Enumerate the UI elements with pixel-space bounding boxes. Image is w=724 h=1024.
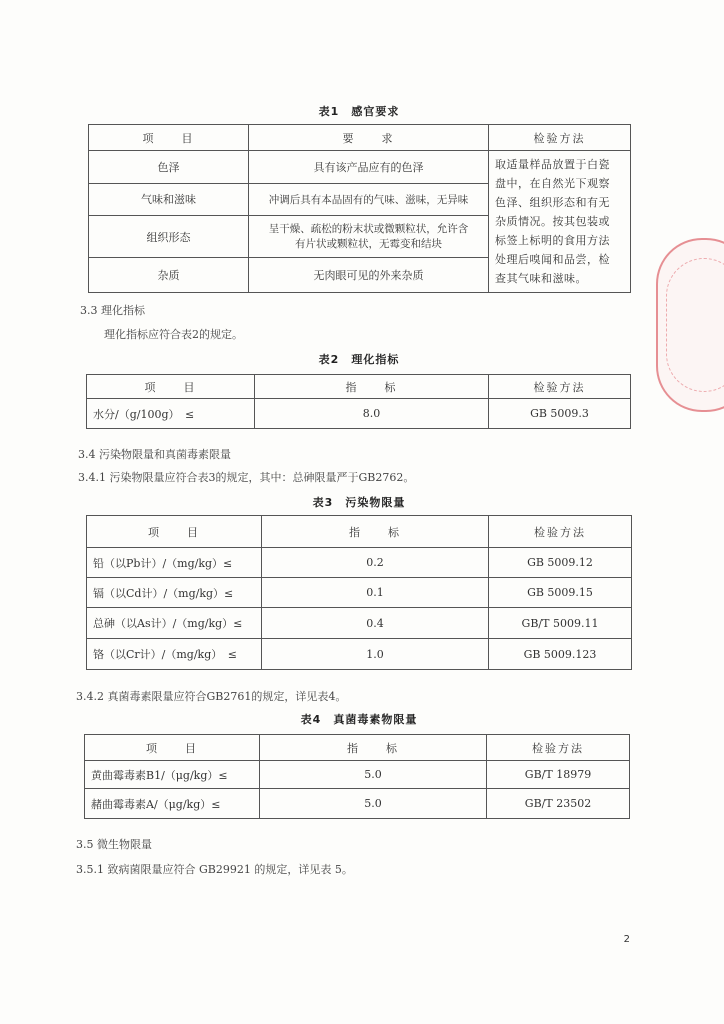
section-3-4-2-text: 3.4.2 真菌毒素限量应符合GB2761的规定，详见表4。 <box>76 690 347 703</box>
table4-value-aflatoxin: 5.0 <box>260 761 487 789</box>
table4-header-value: 指 标 <box>260 735 487 761</box>
table4-method-ochratoxin: GB/T 23502 <box>487 789 630 819</box>
table2-physicochemical <box>86 374 631 429</box>
table3-header-value: 指 标 <box>262 516 489 548</box>
table1-item-texture: 组织形态 <box>89 216 249 258</box>
table1-req-texture-line: 有片状或颗粒状，无霉变和结块 <box>295 237 442 250</box>
section-3-3-text: 理化指标应符合表2的规定。 <box>104 328 243 341</box>
table4-method-aflatoxin: GB/T 18979 <box>487 761 630 789</box>
table1-method-line: 盘中，在自然光下观察 <box>495 177 610 190</box>
table4-item-ochratoxin: 赭曲霉毒素A/（μg/kg）≤ <box>85 789 260 819</box>
red-seal-stamp-inner <box>666 258 724 392</box>
table1-sensory-requirements <box>88 124 631 293</box>
table1-req-color: 具有该产品应有的色泽 <box>249 151 489 184</box>
table1-req-impurity: 无肉眼可见的外来杂质 <box>249 258 489 293</box>
table1-method-line: 标签上标明的食用方法 <box>495 234 610 247</box>
table1-item-impurity: 杂质 <box>89 258 249 293</box>
table2-header-item: 项 目 <box>87 375 255 399</box>
section-3-5-heading: 3.5 微生物限量 <box>76 838 152 851</box>
table1-method-line: 杂质情况。按其包装或 <box>495 215 610 228</box>
table3-item-cadmium: 镉（以Cd计）/（mg/kg）≤ <box>87 578 262 608</box>
table3-method-arsenic: GB/T 5009.11 <box>489 608 632 639</box>
table4-header-item: 项 目 <box>85 735 260 761</box>
table3-method-chromium: GB 5009.123 <box>489 639 632 670</box>
table3-item-lead: 铅（以Pb计）/（mg/kg）≤ <box>87 548 262 578</box>
table3-value-lead: 0.2 <box>262 548 489 578</box>
red-seal-stamp <box>656 238 724 412</box>
table3-method-lead: GB 5009.12 <box>489 548 632 578</box>
table1-header-requirement: 要 求 <box>249 125 489 151</box>
table1-req-smell: 冲调后具有本品固有的气味、滋味，无异味 <box>249 183 489 216</box>
table4-mycotoxins <box>84 734 630 819</box>
section-3-4-heading: 3.4 污染物限量和真菌毒素限量 <box>78 448 231 461</box>
table1-method-line: 取适量样品放置于白瓷 <box>495 158 610 171</box>
table3-item-arsenic: 总砷（以As计）/（mg/kg）≤ <box>87 608 262 639</box>
table1-header-method: 检验方法 <box>489 125 631 151</box>
table4-item-aflatoxin: 黄曲霉毒素B1/（μg/kg）≤ <box>85 761 260 789</box>
section-3-3-heading: 3.3 理化指标 <box>80 304 145 317</box>
page-number: 2 <box>623 934 630 945</box>
section-3-4-1-text: 3.4.1 污染物限量应符合表3的规定，其中：总砷限量严于GB2762。 <box>78 471 415 484</box>
table3-contaminants <box>86 515 632 670</box>
table1-item-color: 色泽 <box>89 151 249 184</box>
table1-item-smell: 气味和滋味 <box>89 183 249 216</box>
table4-value-ochratoxin: 5.0 <box>260 789 487 819</box>
table2-header-value: 指 标 <box>255 375 489 399</box>
table3-caption: 表3 污染物限量 <box>312 496 406 509</box>
table3-value-cadmium: 0.1 <box>262 578 489 608</box>
table3-header-item: 项 目 <box>87 516 262 548</box>
table4-header-method: 检验方法 <box>487 735 630 761</box>
table2-header-method: 检验方法 <box>489 375 631 399</box>
table1-method-line: 查其气味和滋味。 <box>495 272 587 285</box>
table3-header-method: 检验方法 <box>489 516 632 548</box>
table4-caption: 表4 真菌毒素物限量 <box>300 713 418 726</box>
table3-value-chromium: 1.0 <box>262 639 489 670</box>
table1-method <box>489 151 631 293</box>
table1-req-texture-line: 呈干燥、疏松的粉末状或微颗粒状，允许含 <box>268 222 469 235</box>
table3-value-arsenic: 0.4 <box>262 608 489 639</box>
table2-item-moisture: 水分/（g/100g） ≤ <box>87 399 255 429</box>
table3-method-cadmium: GB 5009.15 <box>489 578 632 608</box>
table2-method-moisture: GB 5009.3 <box>489 399 631 429</box>
table1-caption: 表1 感官要求 <box>318 105 400 118</box>
table1-method-line: 处理后嗅闻和品尝，检 <box>495 253 610 266</box>
table3-item-chromium: 铬（以Cr计）/（mg/kg） ≤ <box>87 639 262 670</box>
table2-value-moisture: 8.0 <box>255 399 489 429</box>
section-3-5-1-text: 3.5.1 致病菌限量应符合 GB29921 的规定，详见表 5。 <box>76 863 353 876</box>
table1-method-line: 色泽、组织形态和有无 <box>495 196 610 209</box>
table1-req-texture <box>249 216 489 258</box>
table1-header-item: 项 目 <box>89 125 249 151</box>
table2-caption: 表2 理化指标 <box>318 353 400 366</box>
